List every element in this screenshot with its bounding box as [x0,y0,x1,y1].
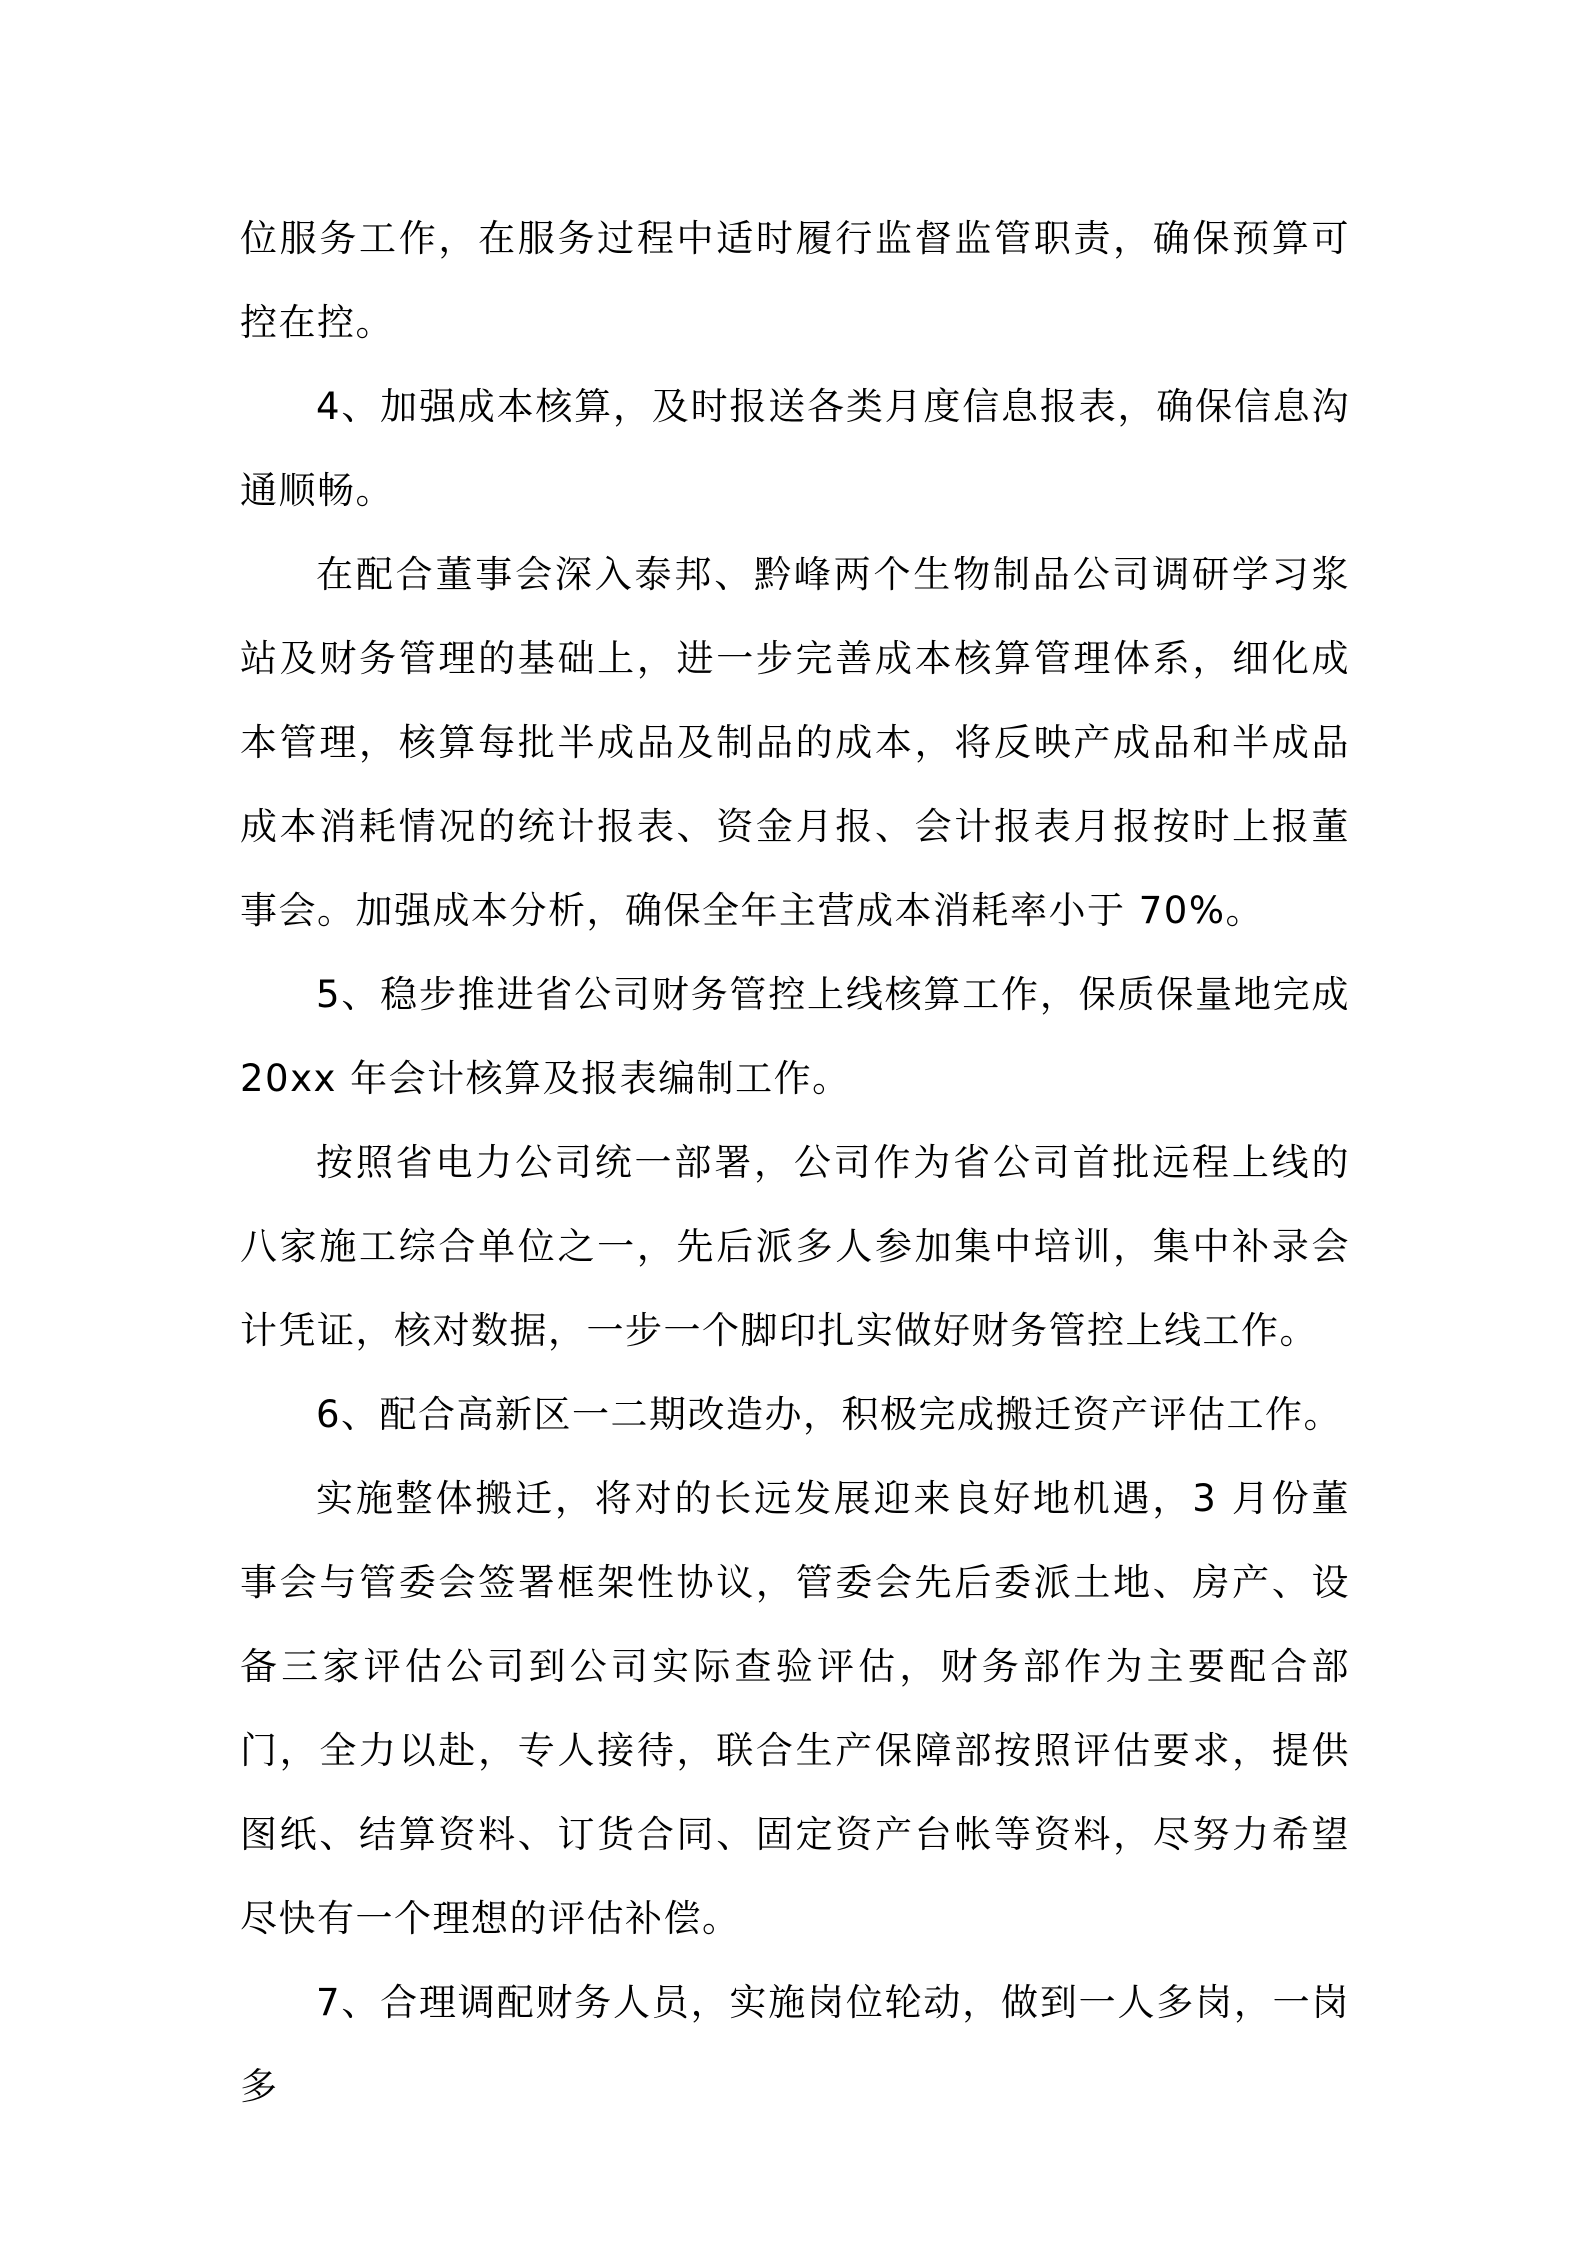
paragraph: 位服务工作，在服务过程中适时履行监督监管职责，确保预算可控在控。 [240,217,1350,344]
paragraph: 实施整体搬迁，将对的长远发展迎来良好地机遇，3 月份董事会与管委会签署框架性协议，管委会先后委派土地、房产、设备三家评估公司到公司实际查验评估，财务部作为主要配合部门，全力以赴，专人接待，联合生产保障部按照评估要求，提供图纸、结算资料、订货合同、固定资产台帐等资料，尽努力希望尽快有一个理想的评估补偿。 [240,1477,1350,1940]
paragraph: 4、加强成本核算，及时报送各类月度信息报表，确保信息沟通顺畅。 [240,385,1350,512]
paragraph: 7、合理调配财务人员，实施岗位轮动，做到一人多岗，一岗多 [240,1981,1350,2108]
paragraph: 在配合董事会深入泰邦、黔峰两个生物制品公司调研学习浆站及财务管理的基础上，进一步完善成本核算管理体系，细化成本管理，核算每批半成品及制品的成本，将反映产成品和半成品成本消耗情况的统计报表、资金月报、会计报表月报按时上报董事会。加强成本分析，确保全年主营成本消耗率小于 70%。 [240,553,1350,932]
document-body [240,197,1350,2129]
paragraph: 6、配合高新区一二期改造办，积极完成搬迁资产评估工作。 [316,1393,1343,1436]
paragraph: 5、稳步推进省公司财务管控上线核算工作，保质保量地完成 20xx 年会计核算及报表编制工作。 [240,973,1350,1100]
paragraph: 按照省电力公司统一部署，公司作为省公司首批远程上线的八家施工综合单位之一，先后派多人参加集中培训，集中补录会计凭证，核对数据，一步一个脚印扎实做好财务管控上线工作。 [240,1141,1350,1352]
